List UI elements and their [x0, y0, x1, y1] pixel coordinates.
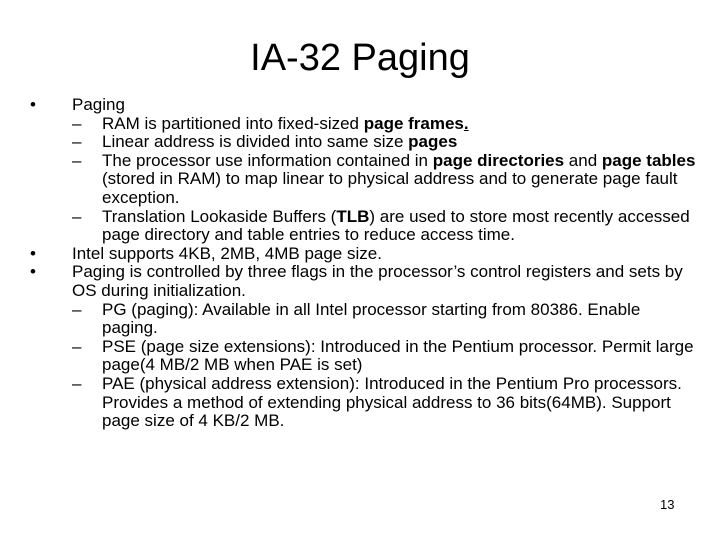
sub-text: RAM is partitioned into fixed-sized [102, 113, 364, 133]
bullet-text: Intel supports 4KB, 2MB, 4MB page size. [72, 243, 382, 263]
dash-marker: – [72, 150, 82, 170]
bullet-paging-flags [30, 263, 700, 300]
bullet-marker: • [30, 262, 36, 282]
bold-term: page directories [432, 150, 565, 170]
slide-content [30, 96, 700, 431]
bold-term: page frames [363, 113, 464, 133]
sub-bullet-tlb [30, 208, 700, 245]
slide-title: IA-32 Paging [250, 37, 470, 79]
punctuation: . [463, 113, 469, 133]
sub-bullet-page-directories [30, 152, 700, 208]
sub-bullet-pages [30, 133, 700, 152]
sub-bullet-page-frames [30, 115, 700, 134]
sub-text: The processor use information contained in [102, 150, 433, 170]
bullet-text: Paging is controlled by three flags in the processor’s control registers and sets by OS during initialization. [72, 262, 683, 300]
sub-text: Translation Lookaside Buffers ( [102, 206, 337, 226]
sub-bullet-pse [30, 338, 700, 375]
bullet-page-sizes [30, 245, 700, 264]
sub-text: ) are used to store most recently accessed page directory and table entries to reduce access time. [102, 206, 690, 245]
sub-text: (stored in RAM) to map linear to physical address and to generate page fault exception. [102, 169, 678, 207]
bullet-marker: • [30, 243, 36, 263]
bullet-paging [30, 96, 700, 115]
page-number: 13 [660, 497, 675, 512]
dash-marker: – [72, 113, 82, 133]
sub-text: and [564, 150, 602, 170]
dash-marker: – [72, 132, 82, 152]
sub-text: PSE (page size extensions): Introduced in the Pentium processor. Permit large page(4 MB/2 MB when PAE is set) [102, 336, 694, 375]
dash-marker: – [72, 299, 82, 319]
bullet-text: Paging [72, 95, 125, 114]
sub-text: PAE (physical address extension): Introduced in the Pentium Pro processors. Provides a method of extending physical address to 36 bits(64MB). Support page size of 4 KB/2 MB. [102, 373, 682, 431]
dash-marker: – [72, 373, 82, 393]
bold-term: page tables [601, 150, 696, 170]
dash-marker: – [72, 336, 82, 356]
sub-bullet-pg [30, 301, 700, 338]
sub-text: Linear address is divided into same size [102, 132, 409, 152]
bold-term: pages [408, 132, 458, 152]
bullet-marker: • [30, 95, 36, 114]
bold-term: TLB [336, 206, 370, 226]
sub-bullet-pae [30, 375, 700, 431]
dash-marker: – [72, 206, 82, 226]
sub-text: PG (paging): Available in all Intel processor starting from 80386. Enable paging. [102, 299, 641, 338]
